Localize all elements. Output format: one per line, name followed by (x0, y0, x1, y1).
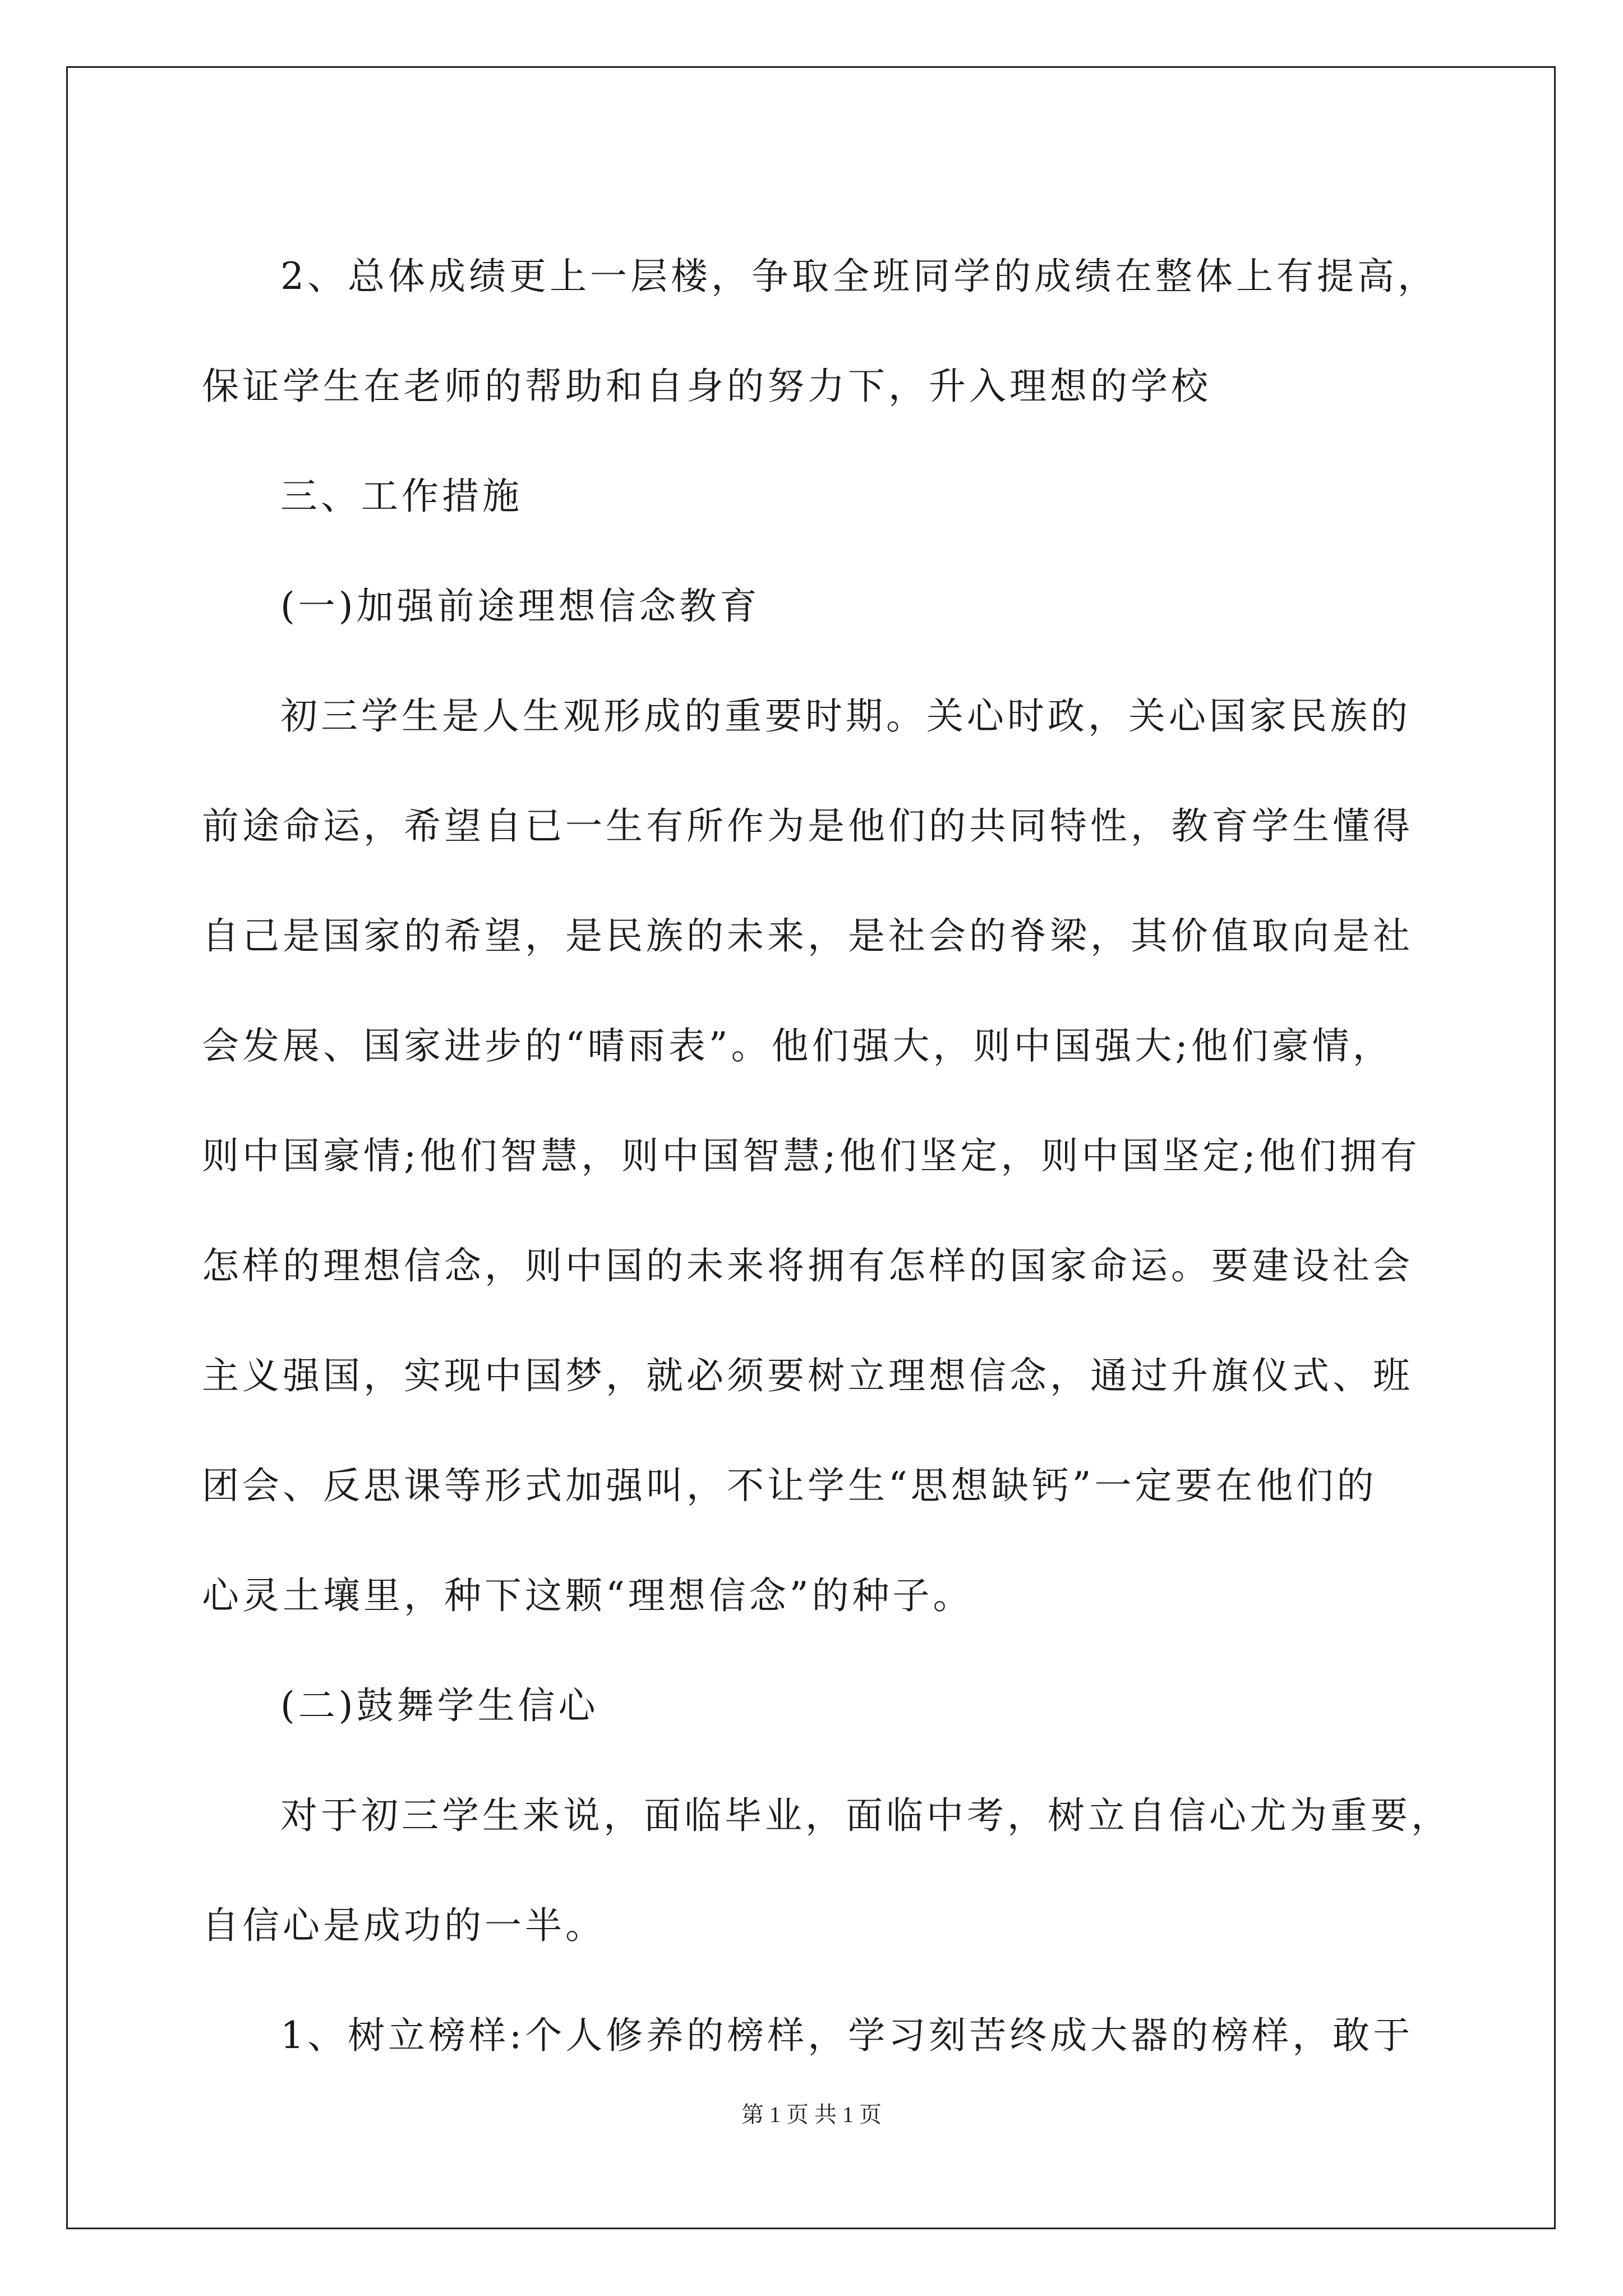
paragraph-line: 主义强国，实现中国梦，就必须要树立理想信念，通过升旗仪式、班 (202, 1354, 1413, 1397)
list-item-goal-2: 2、总体成绩更上一层楼，争取全班同学的成绩在整体上有提高， (280, 255, 1438, 298)
page-number-footer: 第 1 页 共 1 页 (741, 2102, 882, 2127)
paragraph-line: 自信心是成功的一半。 (202, 1904, 606, 1947)
list-item-goal-2-continued: 保证学生在老师的帮助和自身的努力下，升入理想的学校 (202, 365, 1211, 408)
paragraph-line: 初三学生是人生观形成的重要时期。关心时政，关心国家民族的 (280, 694, 1411, 738)
paragraph-line: 心灵土壤里，种下这颗“理想信念”的种子。 (202, 1574, 974, 1617)
list-item-role-models: 1、树立榜样:个人修养的榜样，学习刻苦终成大器的榜样，敢于 (280, 2014, 1414, 2057)
paragraph-line: 则中国豪情;他们智慧，则中国智慧;他们坚定，则中国坚定;他们拥有 (202, 1134, 1421, 1177)
paragraph-line: 自己是国家的希望，是民族的未来，是社会的脊梁，其价值取向是社 (202, 914, 1413, 958)
subsection-heading-ideals-education: (一)加强前途理想信念教育 (280, 585, 760, 628)
section-heading-work-measures: 三、工作措施 (280, 475, 523, 518)
paragraph-line: 怎样的理想信念，则中国的未来将拥有怎样的国家命运。要建设社会 (202, 1244, 1413, 1287)
paragraph-line: 对于初三学生来说，面临毕业，面临中考，树立自信心尤为重要， (280, 1794, 1451, 1837)
paragraph-line: 团会、反思课等形式加强叫，不让学生“思想缺钙”一定要在他们的 (202, 1464, 1377, 1507)
subsection-heading-encourage-confidence: (二)鼓舞学生信心 (280, 1684, 599, 1727)
paragraph-line: 前途命运，希望自已一生有所作为是他们的共同特性，教育学生懂得 (202, 804, 1413, 848)
document-body (202, 222, 1451, 2091)
paragraph-line: 会发展、国家进步的“晴雨表”。他们强大，则中国强大;他们豪情， (202, 1024, 1393, 1068)
